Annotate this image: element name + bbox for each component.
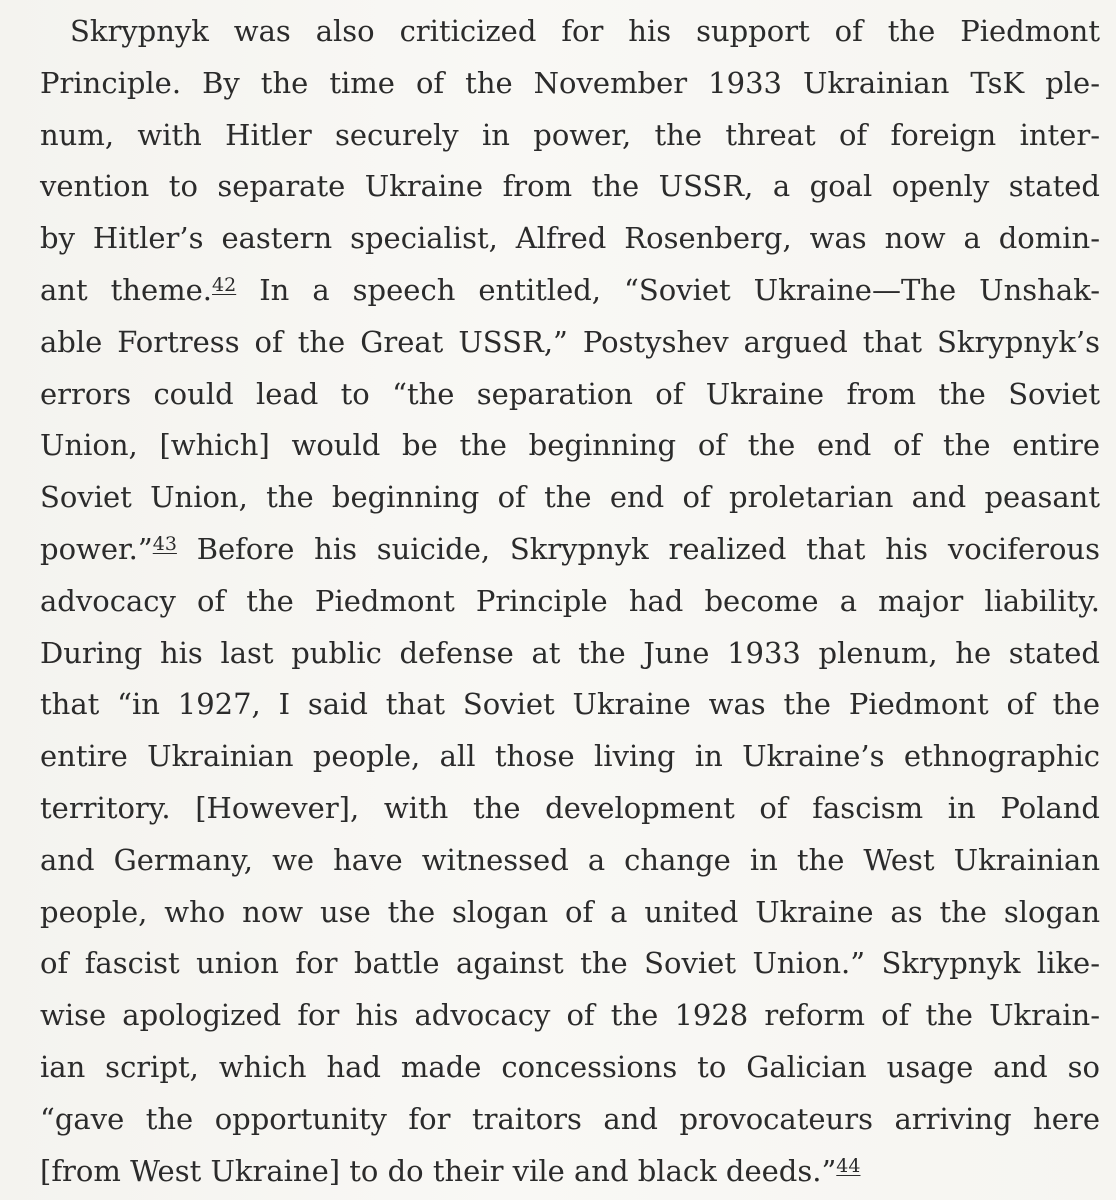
text-line-10: Soviet Union, the beginning of the end of proletarian and peasant xyxy=(40,480,1100,515)
text-line-23 xyxy=(40,1146,1100,1198)
text-line-3: num, with Hitler securely in power, the threat of foreign inter- xyxy=(40,117,1100,152)
text-line-22: “gave the opportunity for traitors and provocateurs arriving here xyxy=(40,1101,1100,1136)
text-line-12: advocacy of the Piedmont Principle had become a major liability. xyxy=(40,583,1100,618)
text-line-18: people, who now use the slogan of a united Ukraine as the slogan xyxy=(40,894,1100,929)
text-line-11 xyxy=(40,524,1100,576)
text-line-9: Union, [which] would be the beginning of the end of the entire xyxy=(40,428,1100,463)
text-line-23-before: [from West Ukraine] to do their vile and black deeds.” xyxy=(40,1153,837,1188)
text-line-20: wise apologized for his advocacy of the 1928 reform of the Ukrain- xyxy=(40,998,1100,1033)
footnote-ref-43[interactable]: 43 xyxy=(152,532,177,555)
text-line-5: by Hitler’s eastern specialist, Alfred Rosenberg, was now a domin- xyxy=(40,221,1100,256)
body-paragraph xyxy=(40,6,1100,1197)
text-line-6-before: ant theme. xyxy=(40,272,213,307)
text-line-4: vention to separate Ukraine from the USSR, a goal openly stated xyxy=(40,169,1100,204)
text-line-11-before: power.” xyxy=(40,531,153,566)
footnote-ref-42[interactable]: 42 xyxy=(212,273,237,296)
text-line-16: territory. [However], with the development of fascism in Poland xyxy=(40,790,1100,825)
text-line-6 xyxy=(40,265,1100,317)
text-line-17: and Germany, we have witnessed a change in the West Ukrainian xyxy=(40,842,1100,877)
text-line-21: ian script, which had made concessions to Galician usage and so xyxy=(40,1049,1100,1084)
text-line-14: that “in 1927, I said that Soviet Ukraine was the Piedmont of the xyxy=(40,687,1100,722)
text-line-13: During his last public defense at the June 1933 plenum, he stated xyxy=(40,635,1100,670)
text-line-6-after: In a speech entitled, “Soviet Ukraine—The Unshak- xyxy=(236,272,1100,307)
text-line-15: entire Ukrainian people, all those living in Ukraine’s ethnographic xyxy=(40,739,1100,774)
text-line-11-after: Before his suicide, Skrypnyk realized that his vociferous xyxy=(176,531,1100,566)
text-line-1: Skrypnyk was also criticized for his support of the Piedmont xyxy=(70,14,1100,48)
footnote-ref-44[interactable]: 44 xyxy=(836,1154,861,1177)
text-line-7: able Fortress of the Great USSR,” Postyshev argued that Skrypnyk’s xyxy=(40,324,1100,359)
text-line-2: Principle. By the time of the November 1933 Ukrainian TsK ple- xyxy=(40,65,1100,100)
text-line-19: of fascist union for battle against the Soviet Union.” Skrypnyk like- xyxy=(40,946,1100,981)
text-line-8: errors could lead to “the separation of Ukraine from the Soviet xyxy=(40,376,1100,411)
